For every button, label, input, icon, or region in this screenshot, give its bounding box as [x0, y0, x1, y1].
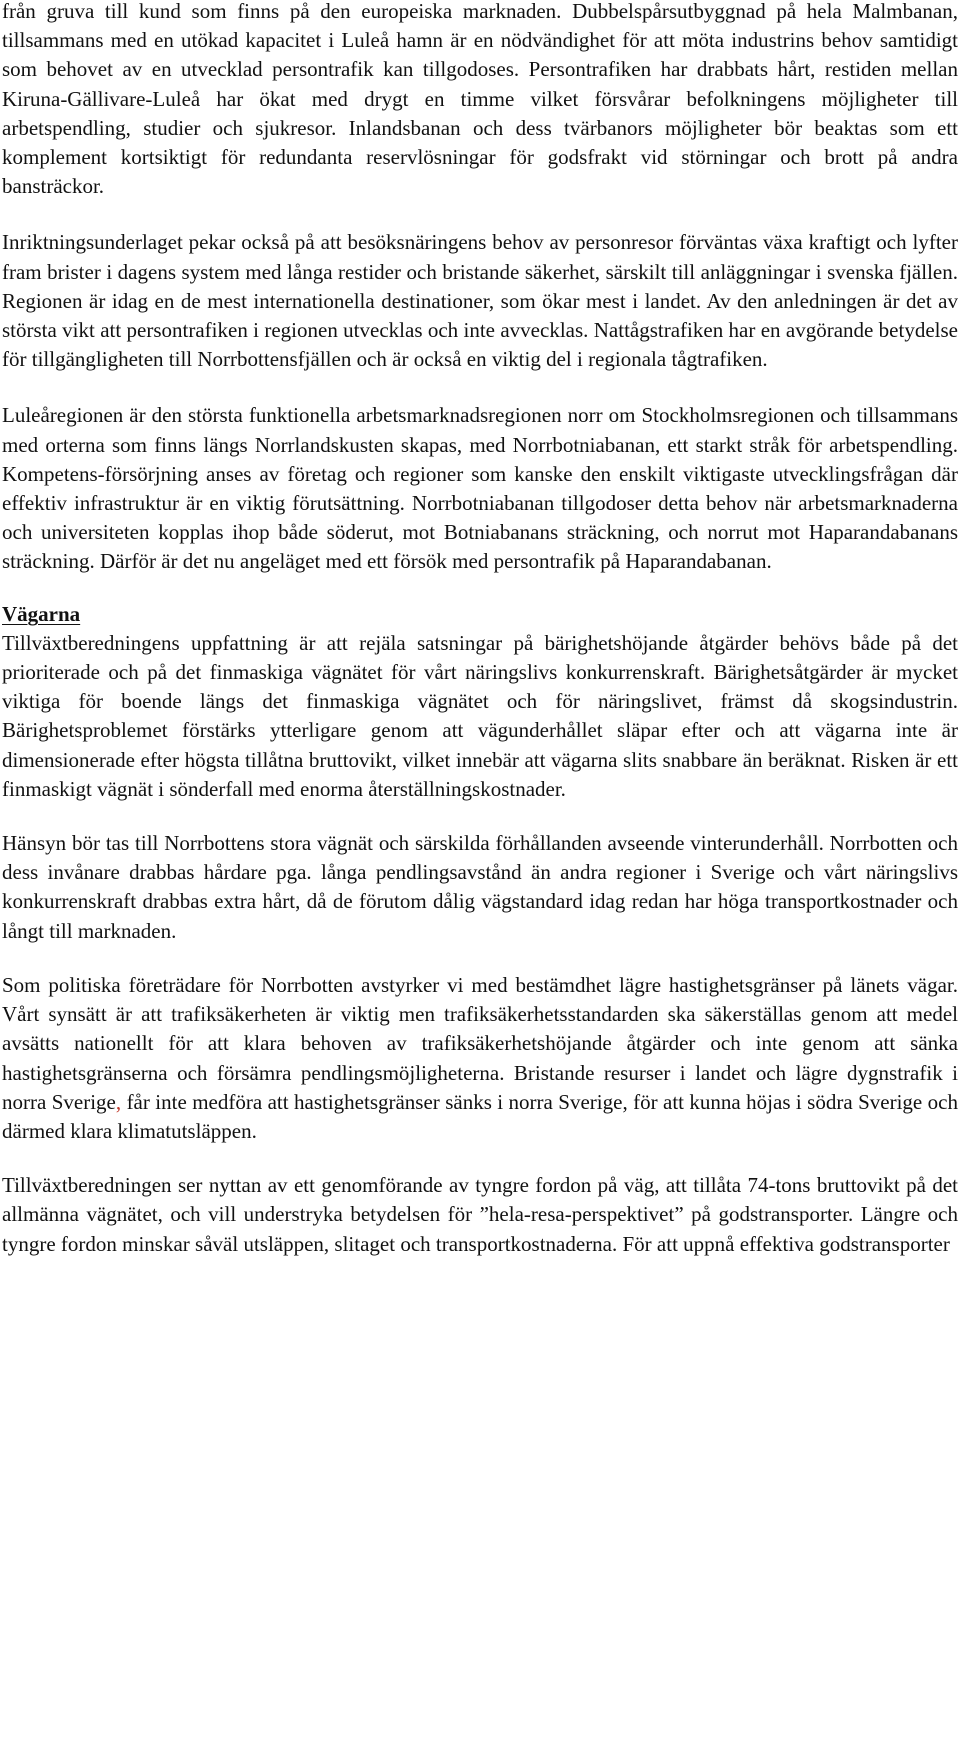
- paragraph-lulearegionen: Luleåregionen är den största funktionella arbetsmarknadsregionen norr om Stockholmsregionen och tillsammans med orterna som finns längs Norrlandskusten skapas, med Norrbotniabanan, ett starkt stråk för arbetspendling. Kompetens-försörjning anses av företag och regioner som kanske den enskilt viktigaste utvecklingsfrågan där effektiv infrastruktur är en viktig förutsättning. Norrbotniabanan tillgodoser detta behov när arbetsmarknaderna och universiteten kopplas ihop både söderut, mot Botniabanans sträckning, och norrut mot Haparandabanans sträckning. Därför är det nu angeläget med ett försök med persontrafik på Haparandabanan.: [2, 403, 958, 574]
- paragraph-tyngre-fordon: Tillväxtberedningen ser nyttan av ett genomförande av tyngre fordon på väg, att tillåta 74-tons bruttovikt på det allmänna vägnätet, och vill understryka betydelsen för ”hela-resa-perspektivet” på godstransporter. Längre och tyngre fordon minskar såväl utsläppen, slitaget och transportkostnaderna. För att uppnå effektiva godstransporter: [2, 1173, 958, 1256]
- paragraph-hastighetsgranser-part1: Som politiska företrädare för Norrbotten avstyrker vi med bestämdhet lägre hastighetsgränser på länets vägar. Vårt synsätt är att trafiksäkerheten är viktig men trafiksäkerhetsstandarden ska säkerställas genom att medel avsätts nationellt för att klara behoven av trafiksäkerhetshöjande åtgärder och inte genom att sänka hastighetsgränserna och försämra pendlingsmöjligheterna. Bristande resurser i landet och lägre dygnstrafik i norra Sverige: [2, 972, 958, 1114]
- paragraph-besoksnaring: Inriktningsunderlaget pekar också på att besöksnäringens behov av personresor förväntas växa kraftigt och lyfter fram brister i dagens system med långa restider och bristande säkerhet, särskilt till anläggningar i svenska fjällen. Regionen är idag en de mest internationella destinationer, som ökar mest i landet. Av den anledningen är det av största vikt att persontrafiken i regionen utvecklas och inte avvecklas. Nattågstrafiken har en avgörande betydelse för tillgängligheten till Norrbottensfjällen och är också en viktig del i regionala tågtrafiken.: [2, 230, 958, 372]
- red-comma-mark: ,: [115, 1089, 122, 1114]
- paragraph-hastighetsgranser: [2, 971, 958, 1146]
- paragraph-barighet: Tillväxtberedningens uppfattning är att rejäla satsningar på bärighetshöjande åtgärder behövs både på det prioriterade och på det finmaskiga vägnätet för vårt näringslivs konkurrenskraft. Bärighetsåtgärder är mycket viktiga för boende längs det finmaskiga vägnätet och för näringslivet, främst då skogsindustrin. Bärighetsproblemet förstärks ytterligare genom att vägunderhållet släpar efter och att vägarna inte är dimensionerade efter högsta tillåtna bruttovikt, vilket innebär att vägarna slits snabbare än beräknat. Risken är ett finmaskigt vägnät i sönderfall med enorma återställningskostnader.: [2, 630, 958, 801]
- paragraph-hastighetsgranser-part2: får inte medföra att hastighetsgränser sänks i norra Sverige, för att kunna höjas i södra Sverige och därmed klara klimatutsläppen.: [2, 1089, 958, 1143]
- section-heading-vagarna: Vägarna: [2, 601, 81, 626]
- paragraph-malmbanan: från gruva till kund som finns på den europeiska marknaden. Dubbelspårsutbyggnad på hela Malmbanan, tillsammans med en utökad kapacitet i Luleå hamn är en nödvändighet för att möta industrins behov samtidigt som behovet av en utvecklad persontrafik kan tillgodoses. Persontrafiken har drabbats hårt, restiden mellan Kiruna-Gällivare-Luleå har ökat med drygt en timme vilket försvårar befolkningens möjligheter till arbetspendling, studier och sjukresor. Inlandsbanan och dess tvärbanors möjligheter bör beaktas som ett komplement kortsiktigt för redundanta reservlösningar för godsfrakt vid störningar och brott på andra bansträckor.: [2, 0, 958, 199]
- paragraph-vinterunderhall: Hänsyn bör tas till Norrbottens stora vägnät och särskilda förhållanden avseende vinterunderhåll. Norrbotten och dess invånare drabbas hårdare pga. långa pendlingsavstånd än andra regioner i Sverige och vårt näringslivs konkurrenskraft drabbas extra hårt, då de förutom dålig vägstandard idag redan har höga transportkostnader och långt till marknaden.: [2, 831, 958, 943]
